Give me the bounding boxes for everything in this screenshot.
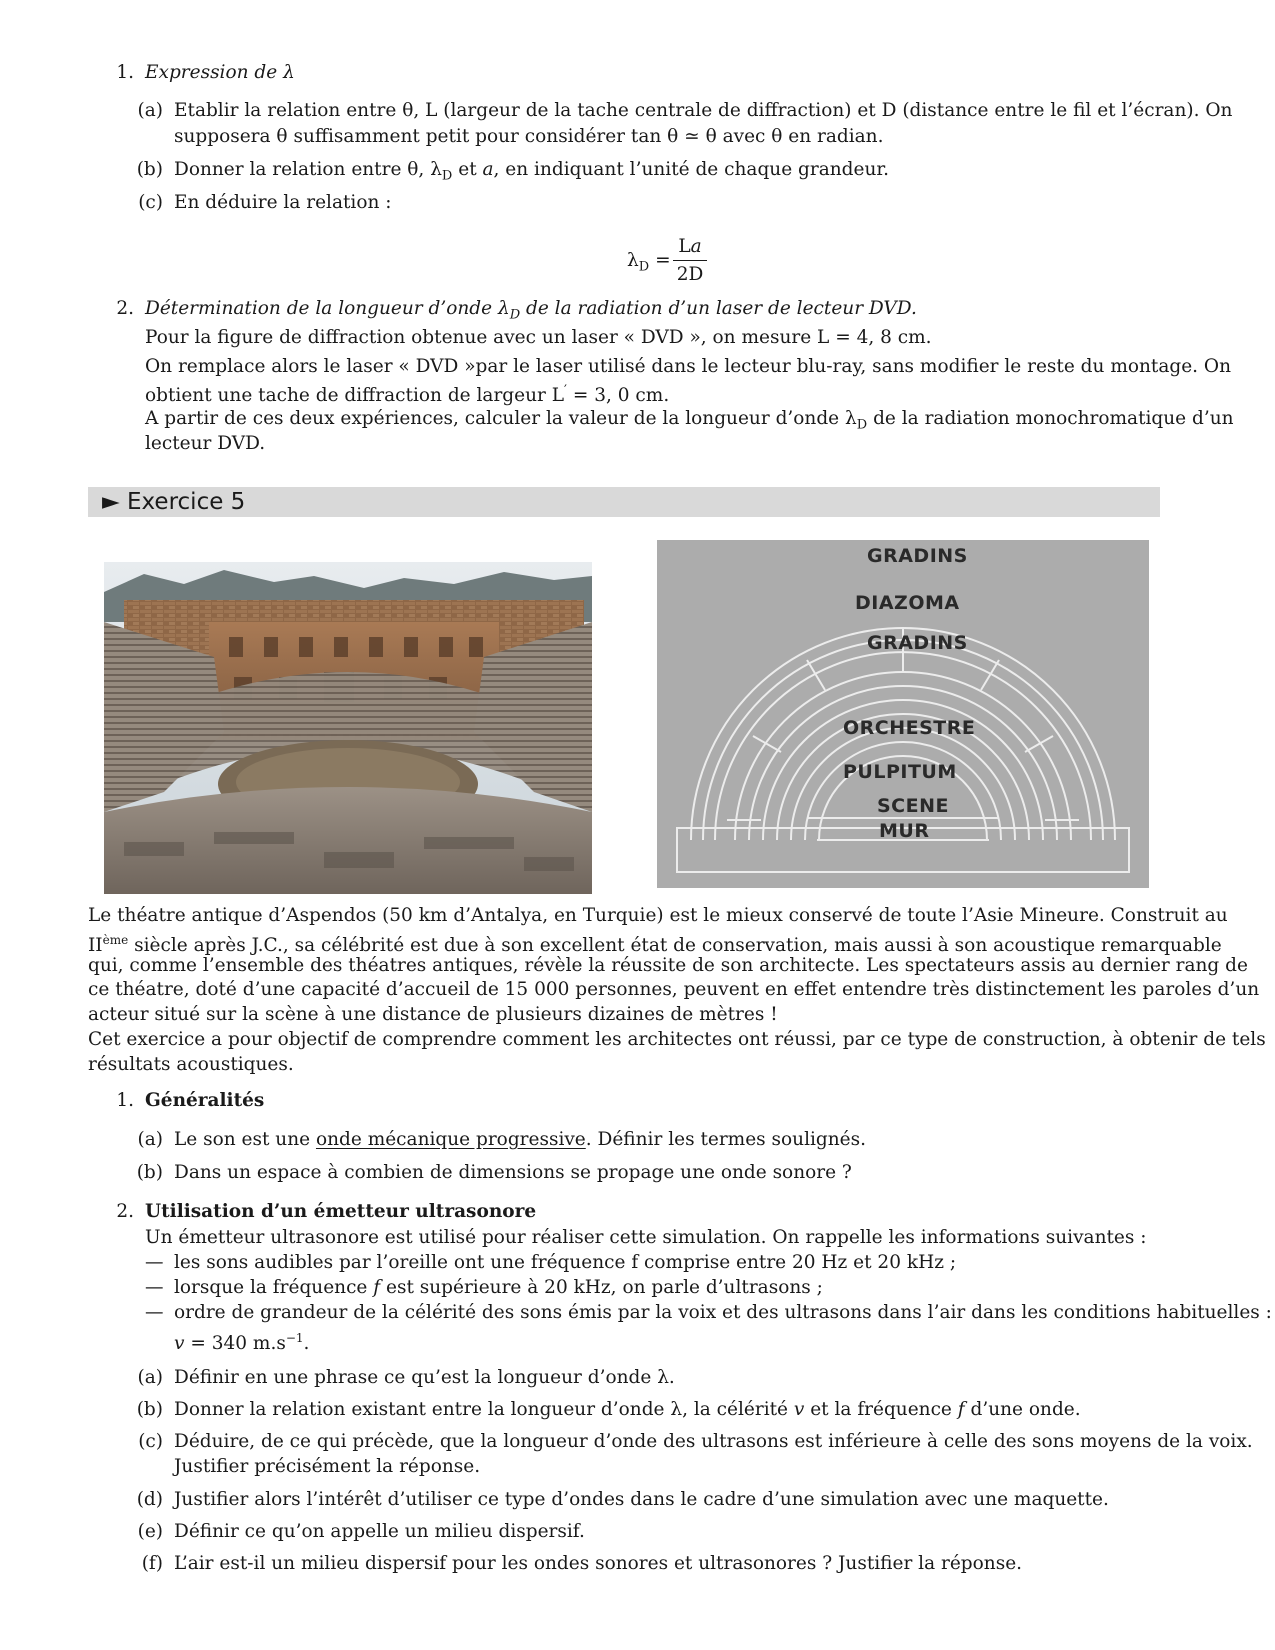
ex-q1-title: Généralités [145, 1090, 265, 1111]
bullet-1: les sons audibles par l’oreille ont une fréquence f comprise entre 20 Hz et 20 kHz ; [174, 1252, 957, 1273]
theatre-plan-diagram [657, 540, 1149, 888]
intro-line-5: acteur situé sur la scène à une distance de plusieurs dizaines de mètres ! [88, 1004, 778, 1025]
ex-q2c-line1: Déduire, de ce qui précède, que la longueur d’onde des ultrasons est inférieure à celle des sons moyens de la voix. [174, 1431, 1253, 1452]
ex-q1b-label: (b) [136, 1162, 163, 1183]
ex-q2-lead: Un émetteur ultrasonore est utilisé pour réaliser cette simulation. On rappelle les informations suivantes : [145, 1227, 1147, 1248]
bullet-2: lorsque la fréquence f est supérieure à 20 kHz, on parle d’ultrasons ; [174, 1277, 823, 1298]
q1b-text: Donner la relation entre θ, $\lambda_D$ et a, en indiquant l’unité de chaque grandeur. [174, 159, 890, 184]
q1b-label: (b) [136, 159, 163, 180]
ex-q2a-label: (a) [137, 1367, 163, 1388]
ex-q1a-label: (a) [137, 1129, 163, 1150]
ex-q2e-text: Définir ce qu’on appelle un milieu dispersif. [174, 1521, 585, 1542]
intro-line-7: résultats acoustiques. [88, 1054, 294, 1075]
bullet-dash: — [145, 1252, 164, 1273]
bullet-3-line2: v = 340 $m.s^{-1}$. [174, 1331, 310, 1355]
intro-line-3: qui, comme l’ensemble des théatres antiques, révèle la réussite de son architecte. Les spectateurs assis au dernier rang de [88, 955, 1248, 976]
ex-q2b-label: (b) [136, 1399, 163, 1420]
plan-label-diazoma: DIAZOMA [855, 592, 960, 614]
plan-label-pulpitum: PULPITUM [843, 761, 957, 783]
q2-title: Détermination de la longueur d’onde $\lambda_D$ de la radiation d’un laser de lecteur DVD. [145, 298, 917, 323]
ex-q2c-label: (c) [138, 1431, 163, 1452]
q2-number: 2. [116, 298, 134, 319]
ex-q2d-text: Justifier alors l’intérêt d’utiliser ce type d’ondes dans le cadre d’une simulation avec une maquette. [174, 1489, 1109, 1510]
q2-paragraph-3a: A partir de ces deux expériences, calculer la valeur de la longueur d’onde $\lambda_D$ de la radiation monochromatique d’un [145, 408, 1234, 433]
plan-label-gradins-outer: GRADINS [867, 545, 968, 567]
bullet-3-line1: ordre de grandeur de la célérité des sons émis par la voix et des ultrasons dans l’air dans les conditions habituelles : [174, 1302, 1272, 1323]
ex-q2-number: 2. [116, 1201, 134, 1222]
ex-q2e-label: (e) [137, 1521, 163, 1542]
q2-paragraph-2a: On remplace alors le laser « DVD »par le laser utilisé dans le lecteur blu-ray, sans modifier le reste du montage. On [145, 356, 1232, 377]
ex-q2d-label: (d) [136, 1489, 163, 1510]
q2-paragraph-1: Pour la figure de diffraction obtenue avec un laser « DVD », on mesure L = 4, 8 cm. [145, 327, 932, 348]
plan-label-mur: MUR [879, 820, 930, 842]
underlined-term: onde mécanique progressive [315, 1129, 586, 1150]
ex-q2c-line2: Justifier précisément la réponse. [174, 1456, 481, 1477]
ex-q2f-label: (f) [141, 1553, 163, 1574]
intro-line-6: Cet exercice a pour objectif de comprendre comment les architectes ont réussi, par ce type de construction, à obtenir de tels [88, 1029, 1266, 1050]
intro-line-4: ce théatre, doté d’une capacité d’accueil de 15 000 personnes, peuvent en effet entendre très distinctement les paroles d’un [88, 979, 1260, 1000]
q1a-label: (a) [137, 100, 163, 121]
bullet-dash: — [145, 1302, 164, 1323]
q1a-line2: supposera θ suffisamment petit pour considérer tan θ ≃ θ avec θ en radian. [174, 126, 884, 147]
exercise-title: ► Exercice 5 [102, 489, 246, 515]
bullet-dash: — [145, 1277, 164, 1298]
q1c-label: (c) [138, 192, 163, 213]
plan-label-orchestre: ORCHESTRE [843, 717, 976, 739]
exercise-banner [88, 487, 1160, 517]
q1a-line1: Etablir la relation entre θ, L (largeur de la tache centrale de diffraction) et D (distance entre le fil et l’écran). On [174, 100, 1233, 121]
ex-q2b-text: Donner la relation existant entre la longueur d’onde λ, la célérité v et la fréquence f d’une onde. [174, 1399, 1081, 1420]
ex-q1a-text: Le son est une onde mécanique progressive. Définir les termes soulignés. [174, 1129, 866, 1150]
q2-paragraph-3b: lecteur DVD. [145, 433, 266, 454]
plan-label-gradins-inner: GRADINS [867, 632, 968, 654]
q1c-text: En déduire la relation : [174, 192, 392, 213]
ex-q2a-text: Définir en une phrase ce qu’est la longueur d’onde λ. [174, 1367, 675, 1388]
intro-line-1: Le théatre antique d’Aspendos (50 km d’Antalya, en Turquie) est le mieux conservé de toute l’Asie Mineure. Construit au [88, 905, 1228, 926]
ex-q1b-text: Dans un espace à combien de dimensions se propage une onde sonore ? [174, 1162, 852, 1183]
ex-q2f-text: L’air est-il un milieu dispersif pour les ondes sonores et ultrasonores ? Justifier la réponse. [174, 1553, 1023, 1574]
q1-number: 1. [116, 62, 134, 83]
formula-lambda-d: $\lambda_D$ = La 2D [627, 234, 707, 286]
q1-title: Expression de λ [145, 62, 295, 83]
plan-label-scene: SCENE [877, 795, 949, 817]
ex-q2-title: Utilisation d’un émetteur ultrasonore [145, 1201, 537, 1222]
ex-q1-number: 1. [116, 1090, 134, 1111]
intro-line-2: IIème siècle après J.C., sa célébrité est due à son excellent état de conservation, mais aussi à son acoustique remarquable [88, 933, 1222, 957]
q2-paragraph-2b: obtient une tache de diffraction de largeur L′ = 3, 0 cm. [145, 383, 670, 407]
theatre-photo [104, 562, 592, 894]
